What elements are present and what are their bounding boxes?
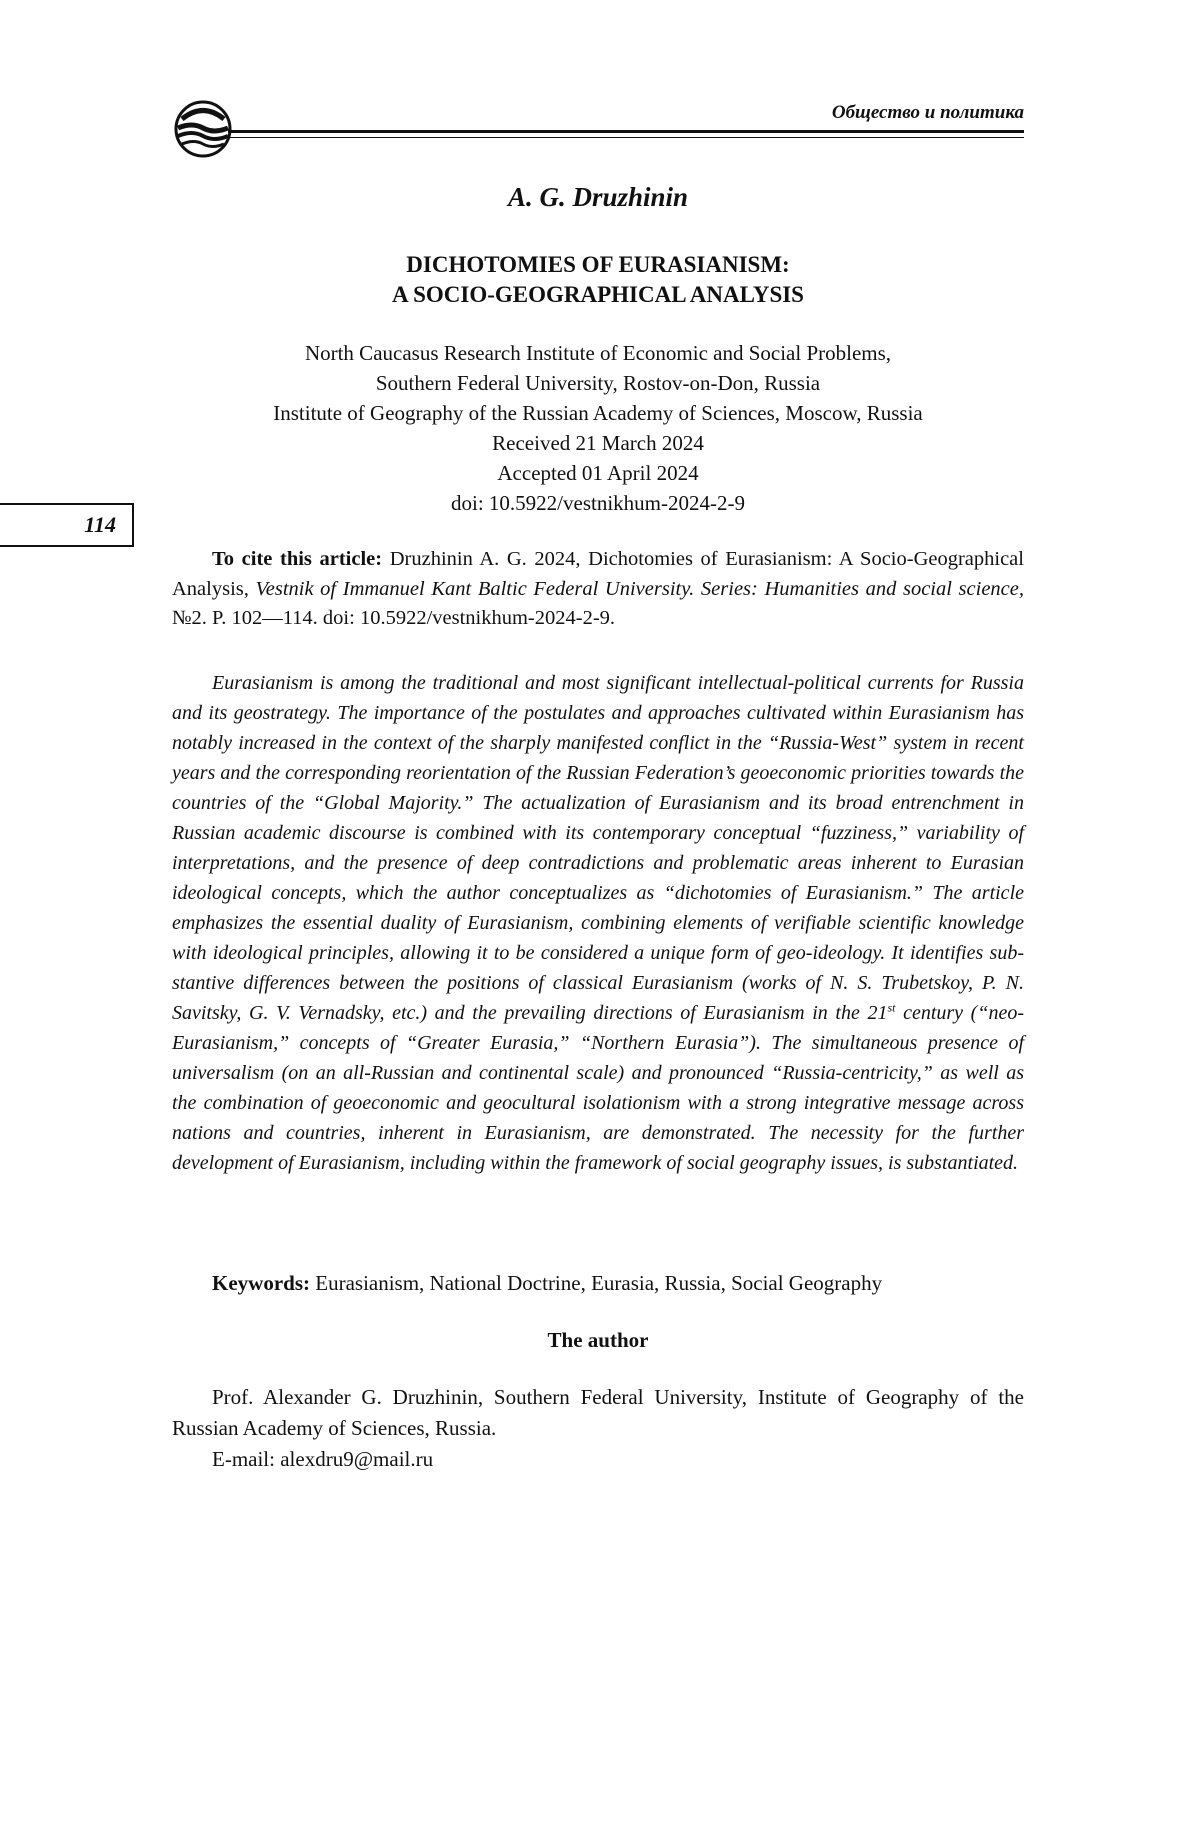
citation-text: Druzhinin A. G. 2024, Dichotomies of Eurasianism: A Socio-Geographical Analysis, — [172, 548, 1024, 600]
citation-issue: №2. P. 102—114. doi: 10.5922/vestnikhum-2024-2-9. — [172, 607, 616, 629]
wave-emblem-icon — [172, 98, 234, 160]
abstract-text: Eurasianism is among the traditional and most significant intellectual-political currents for Russia and its geostrategy. The importance of the postulates and approaches cultivated within Eurasianism has notably increased in the context of the sharply manifested conflict in the “Russia-West” system in recent years and the corresponding reorientation of the Russian Federation’s geoeconomic priorities towards the countries of the “Global Majority.” The actualization of Eurasianism and its broad entrenchment in Russian academic discourse is combined with its contemporary conceptual “fuzziness,” variability of interpretations, and the presence of deep contradictions and problematic areas inherent to Eurasian ideological concepts, which the author conceptualizes as “dichotomies of Eurasianism.” The article emphasizes the essential duality of Eurasianism, combining elements of verifiable scientific knowledge with ideological principles, allowing it to be considered a unique form of geo-ideology. It identifies substantive differences between the positions of classical Eurasianism (works of N. S. Trubetskoy, P. N. Savitsky, G. V. Vernadsky, etc.) and the prevailing directions of Eurasianism in the 21 — [172, 672, 1024, 1024]
received-date: Received 21 March 2024 — [492, 431, 704, 455]
doi: doi: 10.5922/vestnikhum-2024-2-9 — [451, 491, 745, 515]
page-number: 114 — [0, 503, 134, 547]
title-line: DICHOTOMIES OF EURASIANISM: — [406, 252, 790, 277]
keywords-list: Eurasianism, National Doctrine, Eurasia, Russia, Social Geography — [310, 1271, 883, 1295]
affiliation-line: Institute of Geography of the Russian Academy of Sciences, Moscow, Russia — [273, 401, 923, 425]
header-rule-thick — [228, 130, 1024, 133]
citation-journal: Vestnik of Immanuel Kant Baltic Federal University. Series: Humanities and social science, — [255, 577, 1024, 600]
title-line: A SOCIO-GEOGRAPHICAL ANALYSIS — [392, 282, 804, 307]
abstract-superscript: st — [887, 1000, 896, 1015]
affiliation-line: North Caucasus Research Institute of Economic and Social Problems, — [304, 341, 892, 365]
citation — [172, 545, 1024, 634]
section-name: Общество и политика — [831, 102, 1024, 123]
running-header — [172, 96, 1024, 156]
article-title — [172, 250, 1024, 310]
article-author: A. G. Druzhinin — [507, 182, 689, 212]
citation-label: To cite this article: — [212, 548, 383, 570]
author-info — [172, 1382, 1024, 1475]
abstract-text-cont: century (“neo-Eurasianism,” concepts of “Greater Eurasia,” “Northern Eurasia”). The simultaneous presence of universalism (on an all-Russian and continental scale) and pronounced “Russia-centricity,” as well as the combination of geoeconomic and geocultural isolationism with a strong integrative message across nations and countries, inherent in Eurasianism, are demonstrated. The necessity for the further development of Eurasianism, including within the framework of social geography issues, is substantiated. — [172, 1002, 1024, 1174]
author-bio: Prof. Alexander G. Druzhinin, Southern Federal University, Institute of Geography of the Russian Academy of Sciences, Russia. — [172, 1385, 1024, 1440]
author-heading: The author — [547, 1328, 649, 1352]
author-email: E-mail: alexdru9@mail.ru — [212, 1447, 434, 1471]
affiliation-line: Southern Federal University, Rostov-on-Don, Russia — [375, 371, 821, 395]
affiliations — [172, 338, 1024, 518]
abstract — [172, 668, 1024, 1178]
keywords — [172, 1268, 1024, 1298]
accepted-date: Accepted 01 April 2024 — [497, 461, 699, 485]
keywords-label: Keywords: — [212, 1271, 310, 1295]
header-rule-thin — [228, 137, 1024, 138]
